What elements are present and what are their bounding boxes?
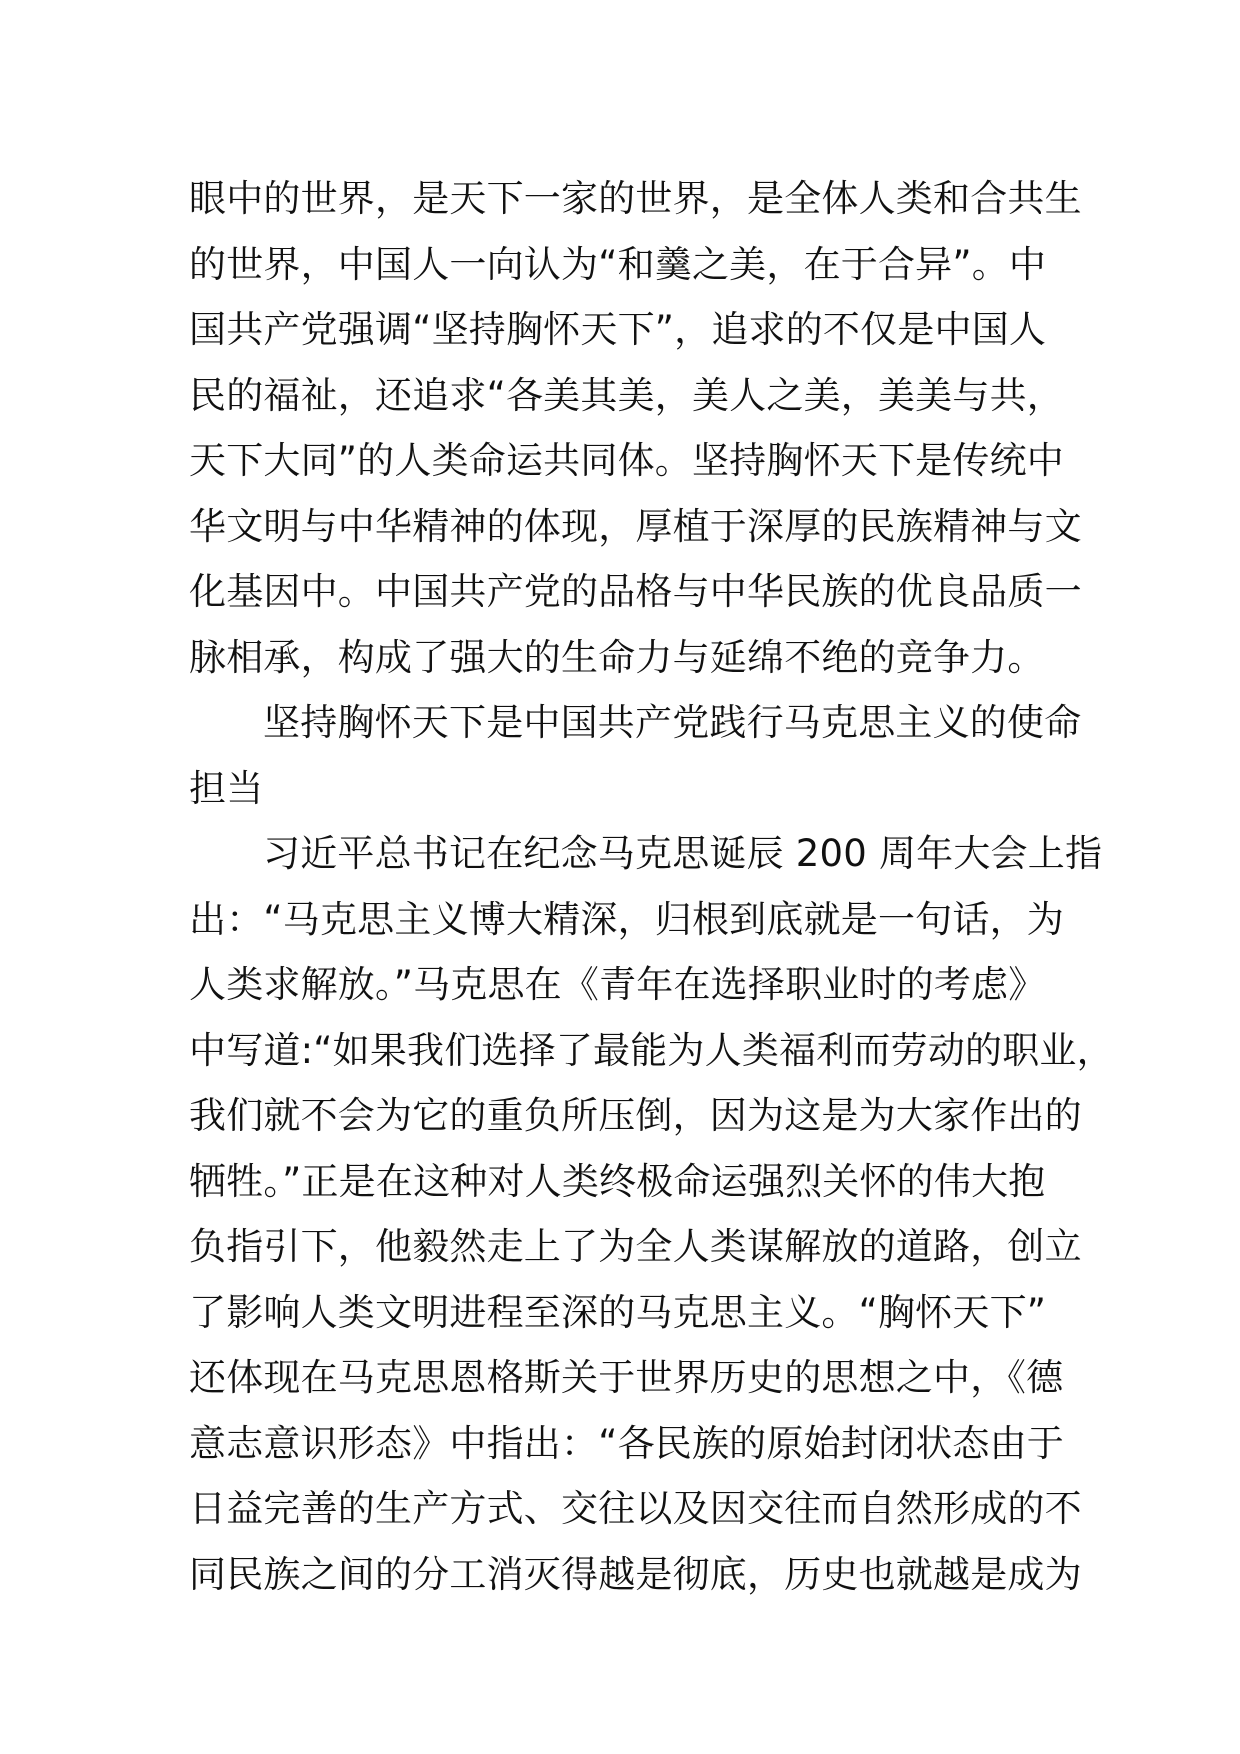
text-line: 意志意识形态》中指出：“各民族的原始封闭状态由于: [189, 1421, 1064, 1465]
body-text: [189, 166, 1114, 1607]
text-line: 天下大同”的人类命运共同体。坚持胸怀天下是传统中: [189, 439, 1064, 482]
text-line: 牺牲。”正是在这种对人类终极命运强烈关怀的伟大抱: [189, 1159, 1046, 1203]
text-line: 人类求解放。”马克思在《青年在选择职业时的考虑》: [189, 963, 1046, 1006]
text-line: 我们就不会为它的重负所压倒，因为这是为大家作出的: [189, 1094, 1082, 1137]
text-line: 习近平总书记在纪念马克思诞辰 200 周年大会上指: [263, 832, 1103, 875]
text-line: 化基因中。中国共产党的品格与中华民族的优良品质一: [189, 570, 1082, 613]
text-line: 同民族之间的分工消灭得越是彻底，历史也就越是成为: [189, 1552, 1082, 1596]
section-heading-line: 坚持胸怀天下是中国共产党践行马克思主义的使命: [263, 701, 1082, 744]
text-line: 出：“马克思主义博大精深，归根到底就是一句话，为: [189, 897, 1064, 941]
text-line: 华文明与中华精神的体现，厚植于深厚的民族精神与文: [189, 504, 1082, 548]
text-line: 的世界，中国人一向认为“和羹之美，在于合异”。中: [189, 242, 1047, 286]
text-line: 还体现在马克思恩格斯关于世界历史的思想之中，《德: [189, 1356, 1064, 1399]
text-line: 负指引下，他毅然走上了为全人类谋解放的道路，创立: [189, 1225, 1082, 1268]
section-heading-line: 担当: [189, 766, 264, 810]
text-line: 了影响人类文明进程至深的马克思主义。“胸怀天下”: [189, 1290, 1047, 1334]
text-line: 脉相承，构成了强大的生命力与延绵不绝的竞争力。: [189, 635, 1045, 679]
text-line: 民的福祉，还追求“各美其美，美人之美，美美与共，: [189, 373, 1064, 417]
text-line: 日益完善的生产方式、交往以及因交往而自然形成的不: [189, 1487, 1082, 1530]
text-line: 中写道:“如果我们选择了最能为人类福利而劳动的职业，: [189, 1028, 1114, 1072]
text-line: 眼中的世界，是天下一家的世界，是全体人类和合共生: [189, 177, 1082, 220]
text-line: 国共产党强调“坚持胸怀天下”，追求的不仅是中国人: [189, 308, 1047, 351]
